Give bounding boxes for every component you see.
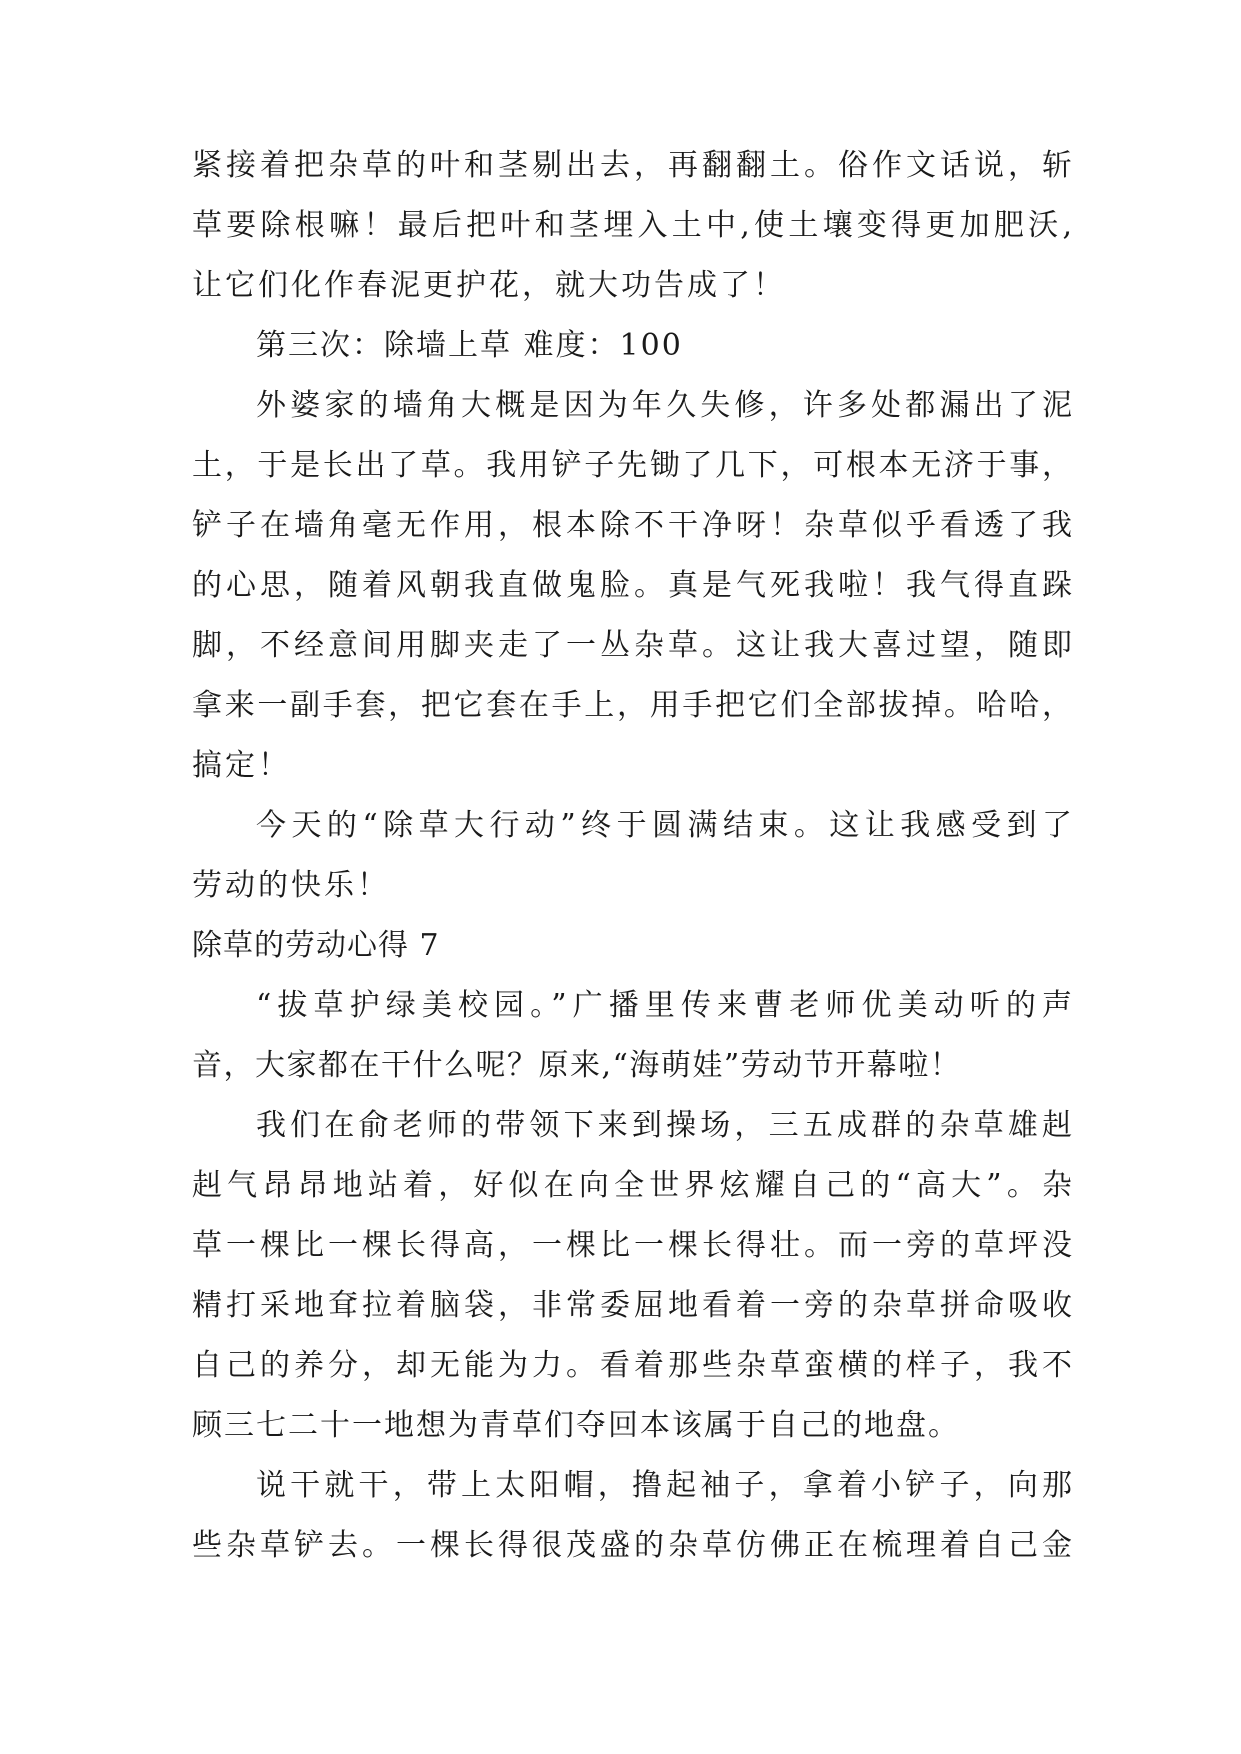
body-line-24: 些杂草铲去。一棵长得很茂盛的杂草仿佛正在梳理着自己金 [192,1528,1072,1563]
body-line-5: 外婆家的墙角大概是因为年久失修，许多处都漏出了泥 [256,388,1072,423]
body-line-7: 铲子在墙角毫无作用，根本除不干净呀！杂草似乎看透了我 [192,508,1072,543]
body-line-23: 说干就干，带上太阳帽，撸起袖子，拿着小铲子，向那 [256,1468,1072,1503]
body-line-12: 今天的“除草大行动”终于圆满结束。这让我感受到了 [256,808,1072,843]
article-title: 除草的劳动心得 7 [192,928,440,963]
body-line-16: 音，大家都在干什么呢？原来,“海萌娃”劳动节开幕啦！ [192,1048,962,1083]
body-line-18: 赳气昂昂地站着，好似在向全世界炫耀自己的“高大”。杂 [192,1168,1072,1203]
body-line-3: 让它们化作春泥更护花，就大功告成了！ [192,268,786,303]
body-line-8: 的心思，随着风朝我直做鬼脸。真是气死我啦！我气得直跺 [192,568,1072,603]
section-heading: 第三次：除墙上草 难度：100 [256,328,683,363]
body-line-13: 劳动的快乐！ [192,868,390,903]
body-line-9: 脚，不经意间用脚夹走了一丛杂草。这让我大喜过望，随即 [192,628,1072,663]
body-line-19: 草一棵比一棵长得高，一棵比一棵长得壮。而一旁的草坪没 [192,1228,1072,1263]
body-line-11: 搞定！ [192,748,291,783]
body-line-1: 紧接着把杂草的叶和茎剔出去，再翻翻土。俗作文话说，斩 [192,148,1072,183]
body-line-21: 自己的养分，却无能为力。看着那些杂草蛮横的样子，我不 [192,1348,1072,1383]
body-line-22: 顾三七二十一地想为青草们夺回本该属于自己的地盘。 [192,1408,960,1443]
body-line-6: 土，于是长出了草。我用铲子先锄了几下，可根本无济于事， [192,448,1072,483]
body-line-17: 我们在俞老师的带领下来到操场，三五成群的杂草雄赳 [256,1108,1072,1143]
body-line-20: 精打采地耷拉着脑袋，非常委屈地看着一旁的杂草拼命吸收 [192,1288,1072,1323]
body-line-10: 拿来一副手套，把它套在手上，用手把它们全部拔掉。哈哈， [192,688,1072,723]
body-line-2: 草要除根嘛！最后把叶和茎埋入土中,使土壤变得更加肥沃, [192,208,1072,243]
body-line-15: “拔草护绿美校园。”广播里传来曹老师优美动听的声 [256,988,1072,1023]
